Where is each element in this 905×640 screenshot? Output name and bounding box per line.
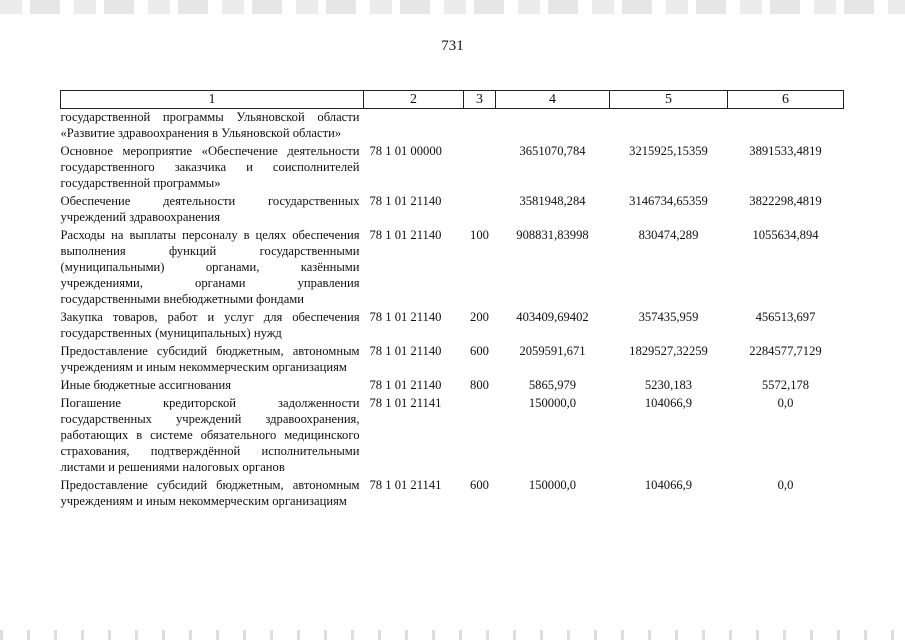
row-amount-2: 104066,9 xyxy=(644,478,693,492)
row-target-code: 78 1 01 21140 xyxy=(369,194,442,208)
table-row xyxy=(61,227,844,309)
row-expense-type xyxy=(464,193,496,227)
row-expense-type: 800 xyxy=(470,378,489,392)
row-amount-2 xyxy=(610,109,728,144)
column-header-5: 5 xyxy=(610,91,728,109)
row-amount-3: 456513,697 xyxy=(755,310,816,324)
row-amount-3: 0,0 xyxy=(777,478,794,492)
row-amount-3: 1055634,894 xyxy=(752,228,819,242)
column-header-3: 3 xyxy=(464,91,496,109)
table-row xyxy=(61,143,844,193)
row-amount-3: 5572,178 xyxy=(761,378,810,392)
row-target-code: 78 1 01 21140 xyxy=(369,378,442,392)
row-expense-type: 200 xyxy=(470,310,489,324)
scan-artifact-bottom xyxy=(0,630,905,640)
row-target-code: 78 1 01 21140 xyxy=(369,310,442,324)
row-amount-3: 2284577,7129 xyxy=(749,344,822,358)
table-row xyxy=(61,109,844,144)
row-name: Иные бюджетные ассигнования xyxy=(60,378,232,392)
row-target-code xyxy=(364,109,464,144)
row-amount-1: 5865,979 xyxy=(528,378,577,392)
table-body xyxy=(61,109,844,512)
column-header-4: 4 xyxy=(496,91,610,109)
row-amount-1: 150000,0 xyxy=(528,396,577,410)
row-target-code: 78 1 01 21140 xyxy=(369,228,442,242)
row-amount-2: 3146734,65359 xyxy=(629,194,708,208)
row-amount-1: 3651070,784 xyxy=(519,144,586,158)
table-row xyxy=(61,377,844,395)
row-amount-3: 3891533,4819 xyxy=(749,144,822,158)
table-row xyxy=(61,343,844,377)
row-amount-1: 150000,0 xyxy=(528,478,577,492)
row-target-code: 78 1 01 21140 xyxy=(369,344,442,358)
row-amount-2: 104066,9 xyxy=(644,396,693,410)
row-expense-type: 100 xyxy=(470,228,489,242)
table-row xyxy=(61,395,844,477)
page-number: 731 xyxy=(441,38,464,54)
table-row xyxy=(61,477,844,511)
row-name: Закупка товаров, работ и услуг для обеспечения государственных (муниципальных) нужд xyxy=(60,310,360,340)
row-expense-type: 600 xyxy=(470,478,489,492)
table-row xyxy=(61,193,844,227)
row-expense-type xyxy=(464,143,496,193)
row-amount-1: 908831,83998 xyxy=(516,228,589,242)
row-name: Основное мероприятие «Обеспечение деятельности государственного заказчика и соисполнителей государственной программы» xyxy=(60,144,360,190)
row-amount-2: 5230,183 xyxy=(644,378,693,392)
table-row xyxy=(61,309,844,343)
scan-artifact-top xyxy=(0,0,905,14)
row-name: Расходы на выплаты персоналу в целях обеспечения выполнения функций государственными (муниципальными) органами, казёнными учреждениями, органами управления государственными внебюджетными фондами xyxy=(60,228,360,306)
row-name: Обеспечение деятельности государственных учреждений здравоохранения xyxy=(60,194,360,224)
row-expense-type xyxy=(464,109,496,144)
row-expense-type: 600 xyxy=(470,344,489,358)
row-amount-3: 0,0 xyxy=(777,396,794,410)
row-name: Предоставление субсидий бюджетным, автономным учреждениям и иным некоммерческим организациям xyxy=(60,344,360,374)
row-amount-2: 3215925,15359 xyxy=(629,144,708,158)
row-amount-3: 3822298,4819 xyxy=(749,194,822,208)
row-expense-type xyxy=(464,395,496,477)
row-amount-3 xyxy=(728,109,844,144)
row-amount-1: 403409,69402 xyxy=(516,310,589,324)
row-target-code: 78 1 01 00000 xyxy=(369,144,442,158)
row-name: государственной программы Ульяновской области «Развитие здравоохранения в Ульяновской области» xyxy=(60,110,360,140)
row-target-code: 78 1 01 21141 xyxy=(369,478,442,492)
column-header-6: 6 xyxy=(728,91,844,109)
row-name: Предоставление субсидий бюджетным, автономным учреждениям и иным некоммерческим организациям xyxy=(60,478,360,508)
row-amount-2: 357435,959 xyxy=(638,310,699,324)
row-name: Погашение кредиторской задолженности государственных учреждений здравоохранения, работающих в системе обязательного медицинского страхования, подтверждённой исполнительными листами и решениями налоговых органов xyxy=(60,396,360,474)
column-header-1: 1 xyxy=(61,91,364,109)
budget-table xyxy=(60,90,844,511)
row-amount-2: 1829527,32259 xyxy=(629,344,708,358)
row-amount-1: 3581948,284 xyxy=(519,194,586,208)
row-amount-1 xyxy=(496,109,610,144)
column-header-2: 2 xyxy=(364,91,464,109)
table-header-row xyxy=(61,91,844,109)
row-amount-1: 2059591,671 xyxy=(519,344,586,358)
row-target-code: 78 1 01 21141 xyxy=(369,396,442,410)
row-amount-2: 830474,289 xyxy=(638,228,699,242)
budget-table-container xyxy=(60,90,843,511)
